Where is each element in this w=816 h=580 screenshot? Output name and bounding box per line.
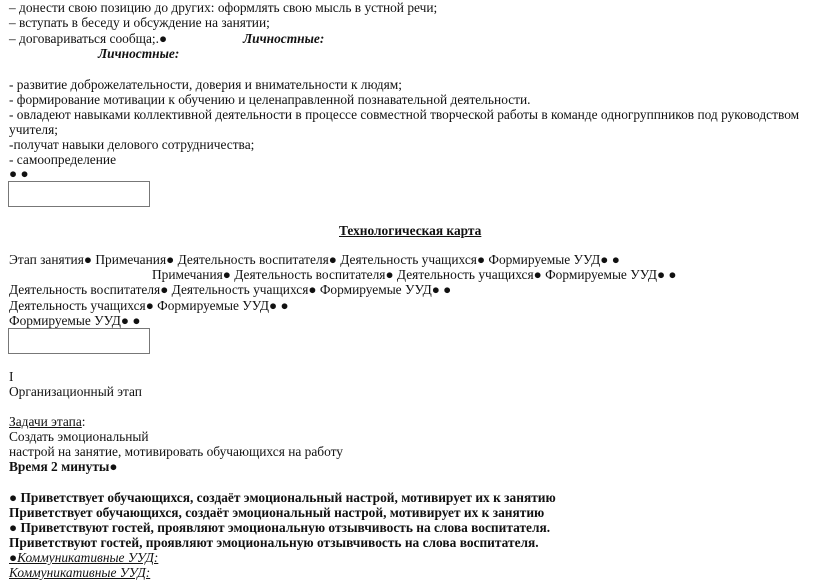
personal-item: -получат навыки делового сотрудничества; xyxy=(9,137,255,152)
col-students: Деятельность учащихся xyxy=(9,298,146,313)
col-stage: Этап занятия xyxy=(9,252,84,267)
personal-item: - развитие доброжелательности, доверия и внимательности к людям; xyxy=(9,77,402,92)
stage-task: Создать эмоциональный xyxy=(9,429,149,444)
col-uud: Формируемые УУД xyxy=(157,298,270,313)
personal-item: - овладеют навыками коллективной деятельности в процессе совместной творческой работы в команде одногруппников под руководством xyxy=(9,107,800,122)
bullet-icon: ● xyxy=(431,282,440,297)
teacher-activity xyxy=(9,490,556,505)
uud-heading: Коммуникативные УУД: xyxy=(9,565,151,580)
bullet-icon: ● xyxy=(269,298,278,313)
bullet-icon: ● xyxy=(166,252,175,267)
bullet-icon: ● xyxy=(308,282,317,297)
personal-heading: Личностные: xyxy=(98,46,180,61)
empty-cell xyxy=(8,181,150,207)
col-students: Деятельность учащихся xyxy=(396,267,534,282)
bullet-icon: ● xyxy=(9,550,18,565)
bullet-icon: ● xyxy=(145,298,154,313)
stage-time xyxy=(9,459,117,474)
bullet-icon: ● xyxy=(9,490,18,505)
tech-map-header-row xyxy=(9,313,140,328)
student-activity xyxy=(9,520,550,535)
time-text: Время 2 минуты xyxy=(9,459,110,474)
bullet-icon: ● xyxy=(158,31,168,46)
activity-text: Приветствуют гостей, проявляют эмоциональную отзывчивость на слова воспитателя. xyxy=(20,520,551,535)
personal-item: - формирование мотивации к обучению и целенаправленной познавательной деятельности. xyxy=(9,92,531,107)
activity-text: Приветствует обучающихся, создаёт эмоциональный настрой, мотивирует их к занятию xyxy=(20,490,556,505)
personal-heading: Личностные: xyxy=(243,31,325,46)
bullet-icon: ● xyxy=(611,252,620,267)
bullet-icon: ● xyxy=(385,267,394,282)
bullet-icon: ● xyxy=(476,252,486,267)
bullet-icon: ● xyxy=(280,298,289,313)
intro-line xyxy=(9,31,167,46)
col-uud: Формируемые УУД xyxy=(9,313,121,328)
uud-text: Коммуникативные УУД: xyxy=(17,550,159,565)
stage-tasks-label xyxy=(9,414,86,429)
tech-map-header-row xyxy=(9,252,620,267)
col-teacher: Деятельность воспитателя xyxy=(234,267,386,282)
col-uud: Формируемые УУД xyxy=(488,252,601,267)
col-teacher: Деятельность воспитателя xyxy=(9,282,161,297)
col-students: Деятельность учащихся xyxy=(340,252,477,267)
student-activity: Приветствуют гостей, проявляют эмоциональную отзывчивость на слова воспитателя. xyxy=(9,535,539,550)
personal-item: учителя; xyxy=(9,122,58,137)
tech-map-title: Технологическая карта xyxy=(339,223,482,238)
bullet-icon: ● xyxy=(328,252,337,267)
tasks-label: Задачи этапа xyxy=(9,414,82,429)
tech-map-header-row xyxy=(152,267,677,282)
intro-line: – вступать в беседу и обсуждение на занятии; xyxy=(9,15,270,30)
col-uud: Формируемые УУД xyxy=(545,267,657,282)
bullets xyxy=(9,166,29,181)
stage-number: I xyxy=(9,369,14,384)
bullet-icon: ● xyxy=(9,520,18,535)
bullet-icon: ● xyxy=(9,166,18,181)
tasks-colon: : xyxy=(81,414,86,429)
tech-map-header-row xyxy=(9,282,451,297)
intro-line: – донести свою позицию до других: оформлять свою мысль в устной речи; xyxy=(9,0,438,15)
bullet-icon: ● xyxy=(668,267,677,282)
intro-text: – договариваться сообща;. xyxy=(9,31,159,46)
bullet-icon: ● xyxy=(20,166,29,181)
empty-cell xyxy=(8,328,150,354)
bullet-icon: ● xyxy=(222,267,231,282)
col-teacher: Деятельность воспитателя xyxy=(177,252,329,267)
bullet-icon: ● xyxy=(160,282,169,297)
bullet-icon: ● xyxy=(120,313,129,328)
tech-map-header-row xyxy=(9,298,289,313)
col-students: Деятельность учащихся xyxy=(171,282,309,297)
bullet-icon: ● xyxy=(443,282,452,297)
bullet-icon: ● xyxy=(132,313,141,328)
col-notes: Примечания xyxy=(95,252,167,267)
personal-item: - самоопределение xyxy=(9,152,117,167)
bullet-icon: ● xyxy=(109,459,118,474)
bullet-icon: ● xyxy=(600,252,609,267)
uud-heading xyxy=(9,550,158,565)
bullet-icon: ● xyxy=(83,252,92,267)
stage-name: Организационный этап xyxy=(9,384,142,399)
teacher-activity: Приветствует обучающихся, создаёт эмоциональный настрой, мотивирует их к занятию xyxy=(9,505,545,520)
bullet-icon: ● xyxy=(656,267,666,282)
bullet-icon: ● xyxy=(533,267,542,282)
col-uud: Формируемые УУД xyxy=(319,282,432,297)
col-notes: Примечания xyxy=(152,267,223,282)
stage-task: настрой на занятие, мотивировать обучающихся на работу xyxy=(9,444,343,459)
